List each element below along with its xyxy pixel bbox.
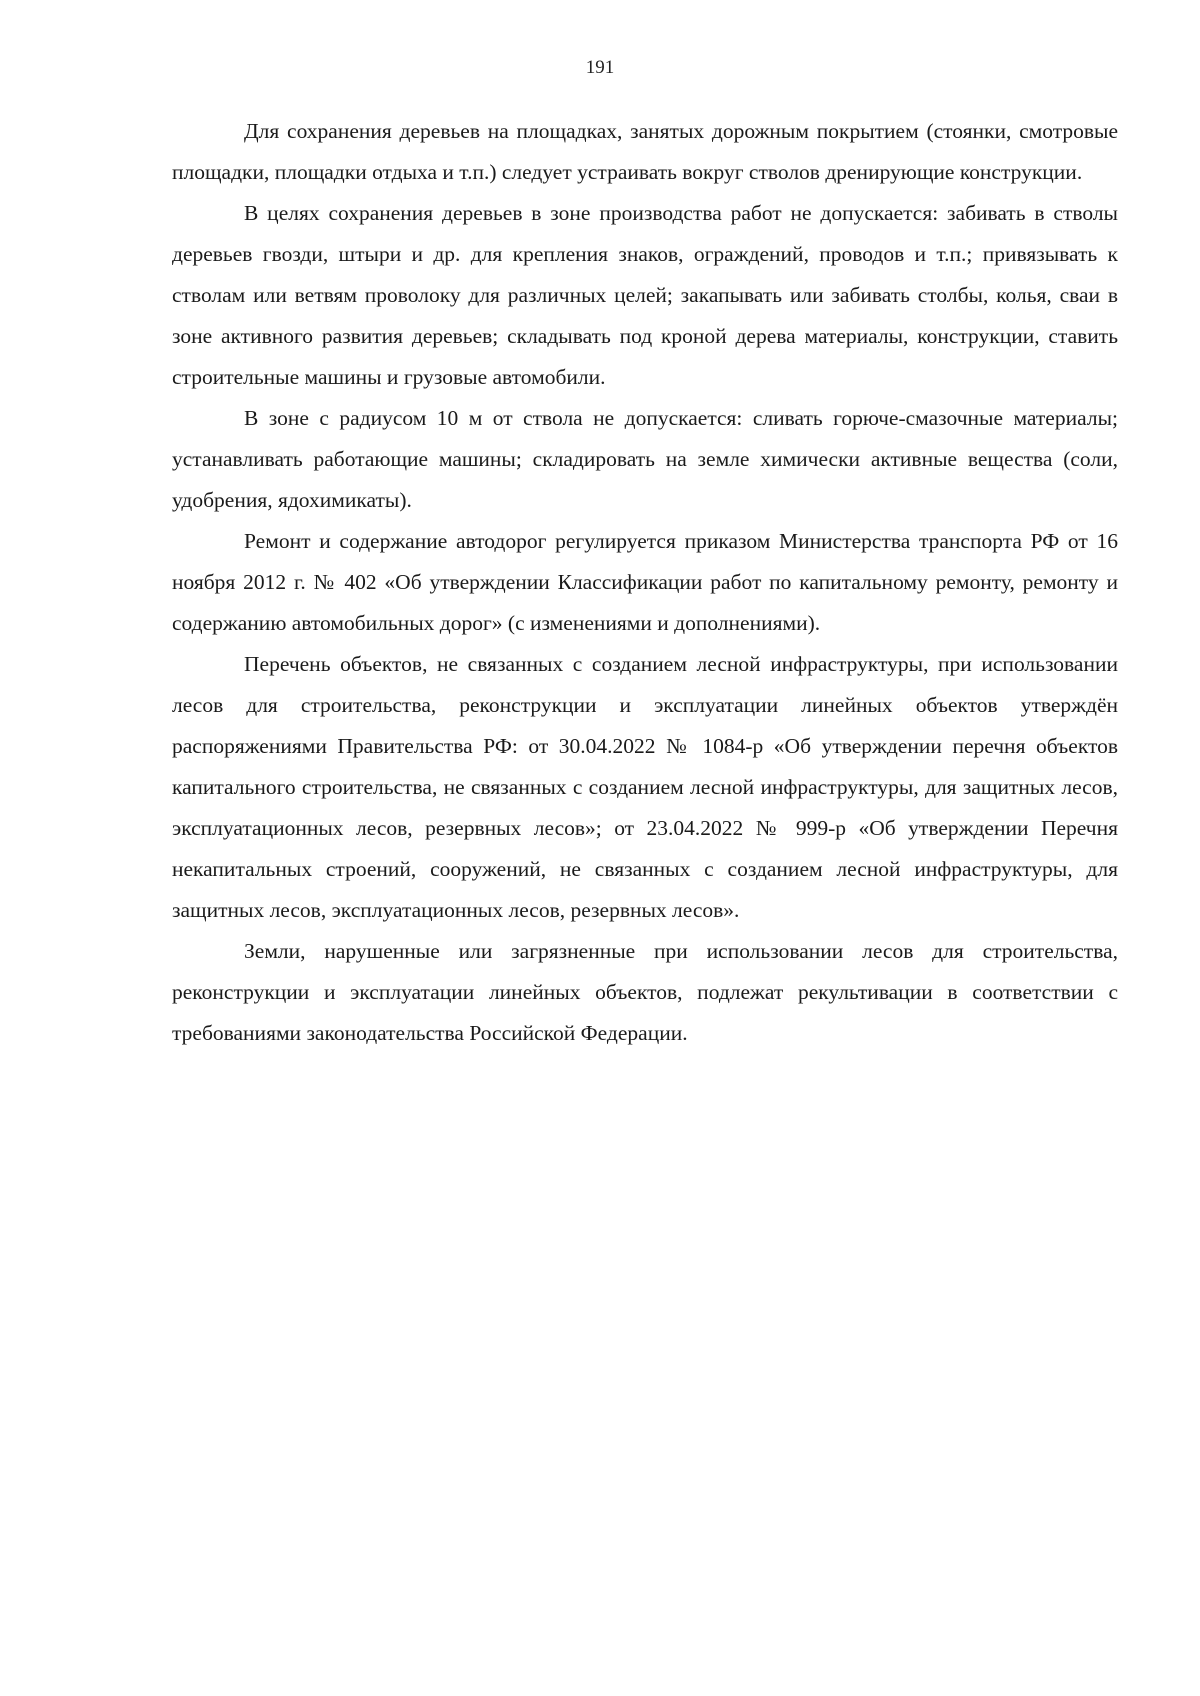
paragraph-road-repair-regulation: Ремонт и содержание автодорог регулируется приказом Министерства транспорта РФ от 16 ноября 2012 г. № 402 «Об утверждении Классификации работ по капитальному ремонту, ремонту и содержанию автомобильных дорог» (с изменениями и дополнениями). — [172, 529, 1118, 635]
document-body — [172, 111, 1118, 1054]
paragraph-10m-radius-restrictions: В зоне с радиусом 10 м от ствола не допускается: сливать горюче-смазочные материалы; устанавливать работающие машины; складировать на земле химически активные вещества (соли, удобрения, ядохимикаты). — [172, 406, 1118, 512]
paragraph-tree-protection-paved-areas: Для сохранения деревьев на площадках, занятых дорожным покрытием (стоянки, смотровые площадки, площадки отдыха и т.п.) следует устраивать вокруг стволов дренирующие конструкции. — [172, 119, 1118, 184]
paragraph-prohibited-works-near-trees: В целях сохранения деревьев в зоне производства работ не допускается: забивать в стволы деревьев гвозди, штыри и др. для крепления знаков, ограждений, проводов и т.п.; привязывать к стволам или ветвям проволоку для различных целей; закапывать или забивать столбы, колья, сваи в зоне активного развития деревьев; складывать под кроной дерева материалы, конструкции, ставить строительные машины и грузовые автомобили. — [172, 201, 1118, 389]
page-number: 191 — [585, 57, 615, 78]
paragraph-objects-list-government-orders: Перечень объектов, не связанных с созданием лесной инфраструктуры, при использовании лесов для строительства, реконструкции и эксплуатации линейных объектов утверждён распоряжениями Правительства РФ: от 30.04.2022 № 1084-р «Об утверждении перечня объектов капитального строительства, не связанных с созданием лесной инфраструктуры, для защитных лесов, эксплуатационных лесов, резервных лесов»; от 23.04.2022 № 999-р «Об утверждении Перечня некапитальных строений, сооружений, не связанных с созданием лесной инфраструктуры, для защитных лесов, эксплуатационных лесов, резервных лесов». — [172, 652, 1118, 922]
paragraph-land-recultivation: Земли, нарушенные или загрязненные при использовании лесов для строительства, реконструкции и эксплуатации линейных объектов, подлежат рекультивации в соответствии с требованиями законодательства Российской Федерации. — [172, 939, 1118, 1045]
